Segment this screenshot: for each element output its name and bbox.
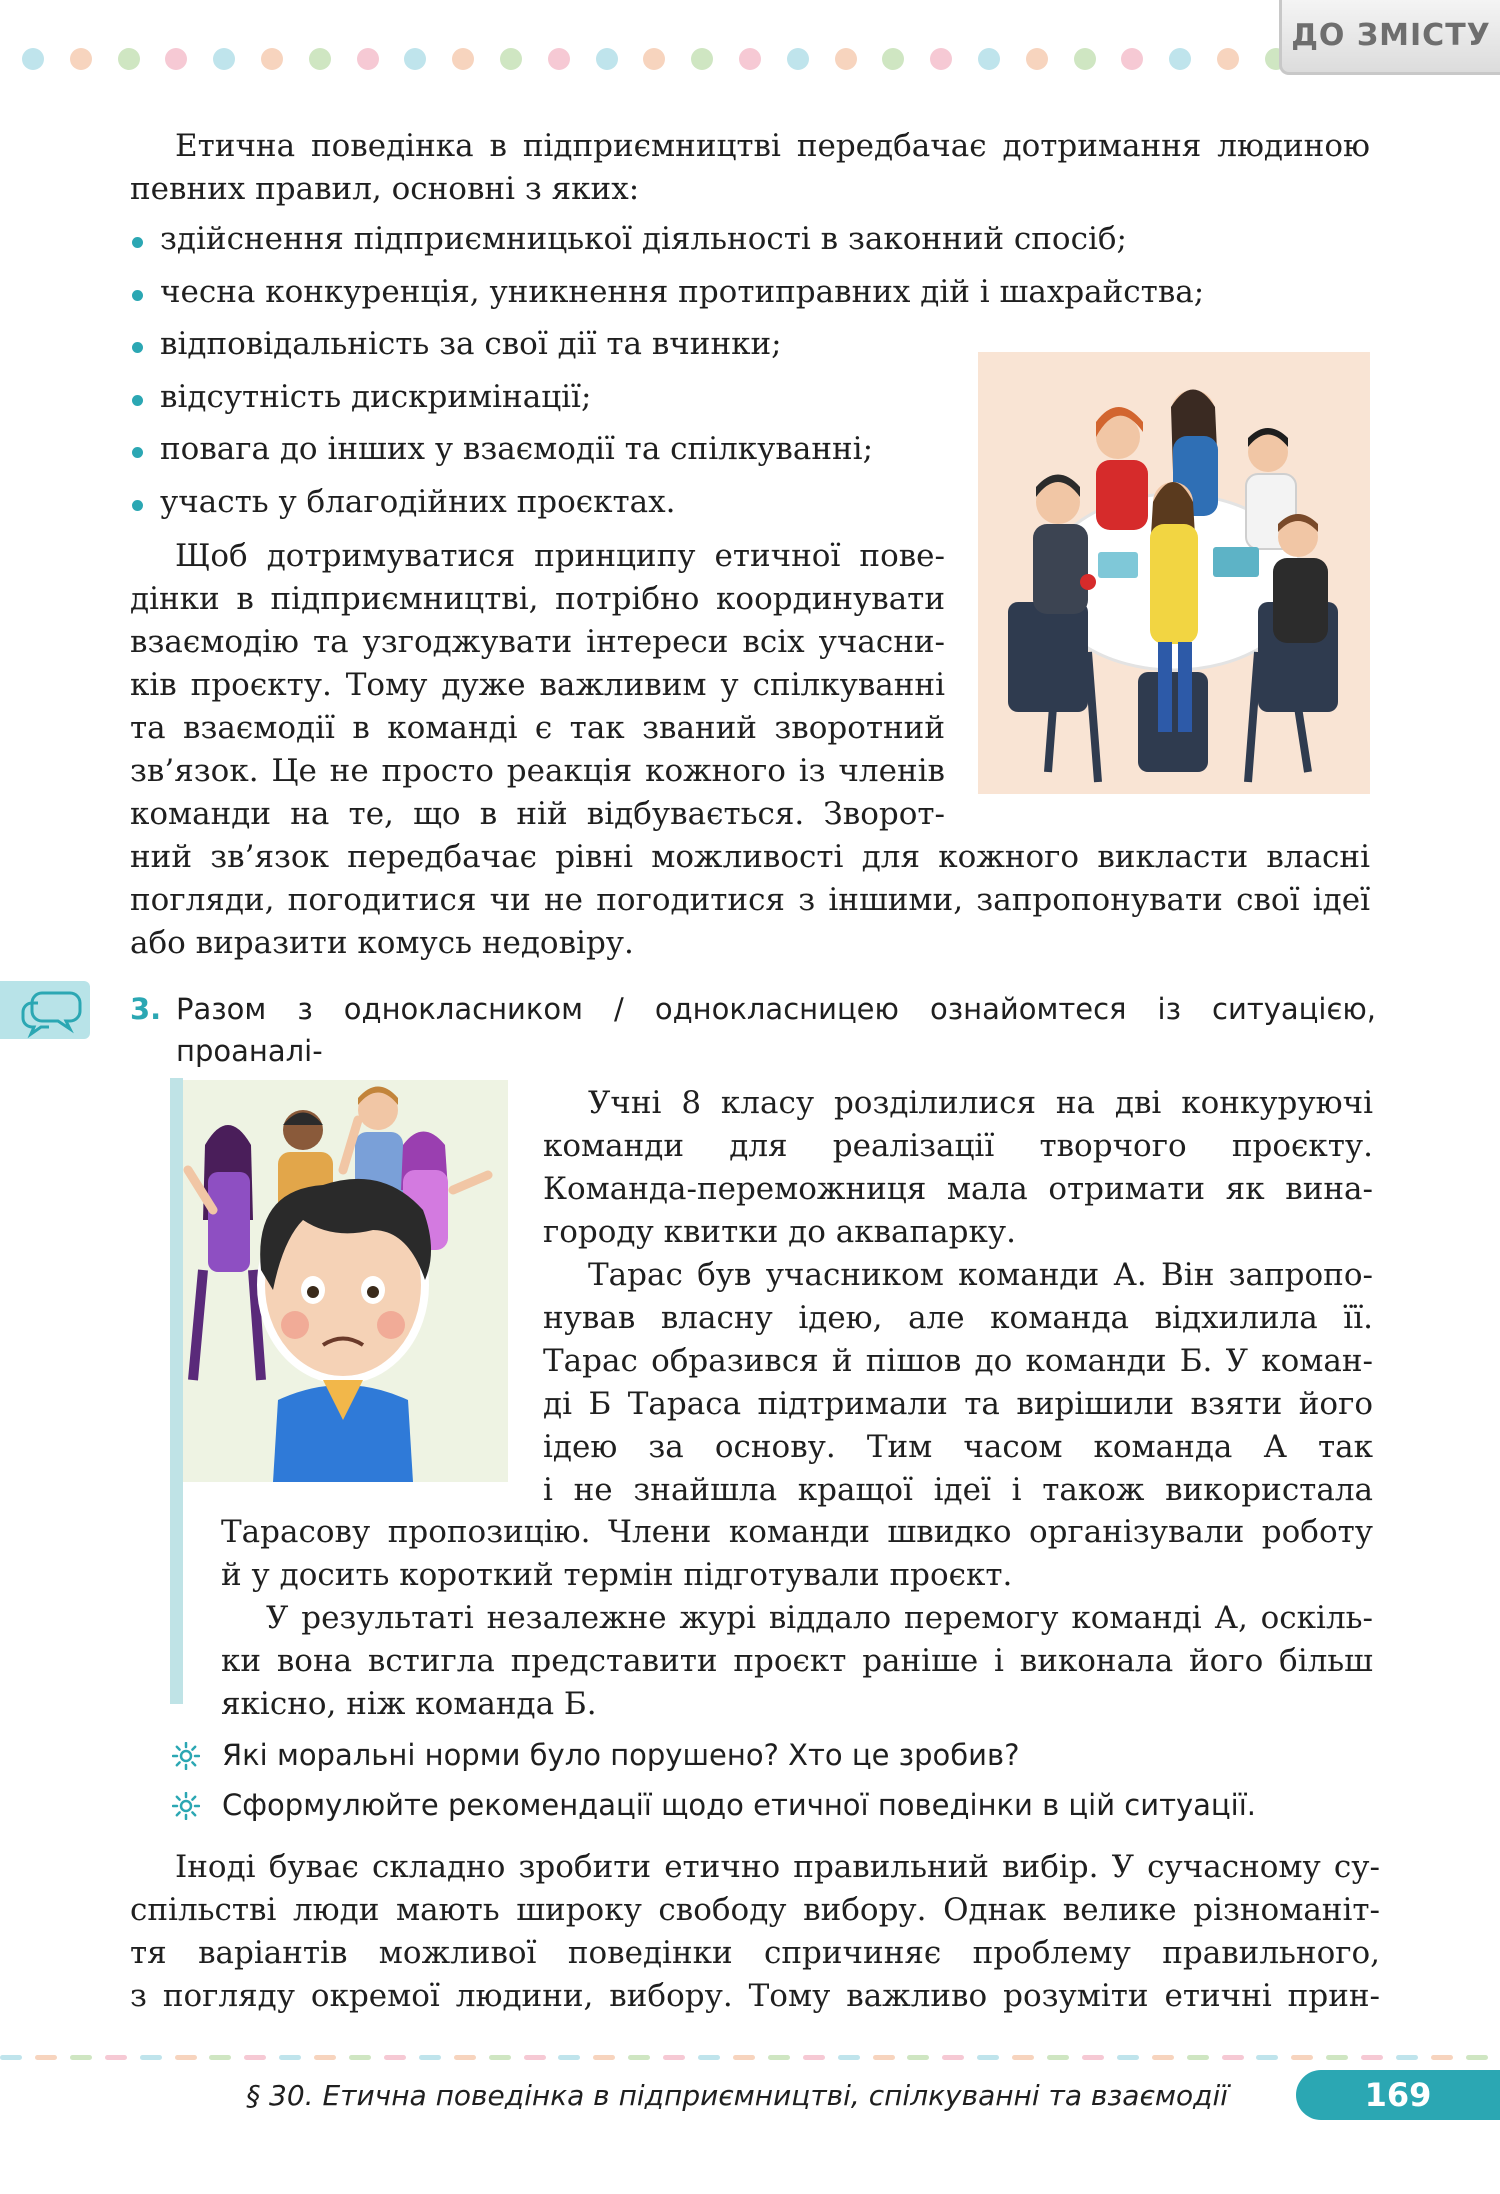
- decor-dash: [454, 2055, 476, 2060]
- decor-dash: [349, 2055, 371, 2060]
- task-line: Разом з однокласником / однокласницею ознайомтеся із ситуацією, проаналі-: [176, 992, 1376, 1068]
- decor-dot: [1074, 48, 1096, 70]
- decor-dash: [1082, 2055, 1104, 2060]
- paragraph-line: погляди, погодитися чи не погодитися з іншими, запропонувати свої ідеї: [130, 882, 1370, 918]
- decor-dash: [209, 2055, 231, 2060]
- decor-dash: [524, 2055, 546, 2060]
- story-text: [543, 1082, 1373, 1512]
- decor-dash: [0, 2055, 22, 2060]
- decor-dash: [244, 2055, 266, 2060]
- feedback-paragraph: [130, 535, 945, 836]
- decor-dash: [942, 2055, 964, 2060]
- list-item: відсутність дискримінації;: [160, 371, 1360, 424]
- paragraph-line: Щоб дотримуватися принципу етичної пове-: [175, 538, 945, 574]
- story-line: ки вона встигла представити проєкт раніше і виконала його більш: [221, 1643, 1373, 1679]
- paragraph-line: тя варіантів можливої поведінки спричиняє проблему правильного,: [130, 1935, 1380, 1971]
- decor-dot: [309, 48, 331, 70]
- decor-dot: [1169, 48, 1191, 70]
- decor-dot: [261, 48, 283, 70]
- decor-dash: [1466, 2055, 1488, 2060]
- decor-dot: [596, 48, 618, 70]
- paragraph-line: з погляду окремої людини, вибору. Тому важливо розуміти етичні прин-: [130, 1978, 1380, 2014]
- sun-icon: [172, 1792, 200, 1820]
- team-meeting-illustration: [978, 352, 1370, 794]
- decor-dash: [1012, 2055, 1034, 2060]
- decor-dash: [279, 2055, 301, 2060]
- decor-dash: [1222, 2055, 1244, 2060]
- sun-icon: [172, 1742, 200, 1770]
- decor-dash: [35, 2055, 57, 2060]
- page-number: 169: [1296, 2070, 1500, 2120]
- story-line: Команда-переможниця мала отримати як вина-: [543, 1171, 1373, 1207]
- decor-dot: [165, 48, 187, 70]
- decor-dash: [384, 2055, 406, 2060]
- decor-dot: [978, 48, 1000, 70]
- decor-dash: [1361, 2055, 1383, 2060]
- decor-dash: [1152, 2055, 1174, 2060]
- decor-dash: [838, 2055, 860, 2060]
- paragraph-line: спільстві люди мають широку свободу вибору. Однак велике різноманіт-: [130, 1892, 1380, 1928]
- header-dots: [22, 48, 1284, 72]
- decor-dash: [140, 2055, 162, 2060]
- intro-paragraph: [130, 125, 1370, 211]
- story-line: У результаті незалежне журі віддало перемогу команді А, оскіль-: [266, 1600, 1373, 1636]
- paragraph-line: дінки в підприємництві, потрібно координувати: [130, 581, 945, 617]
- decor-dash: [1396, 2055, 1418, 2060]
- decor-dash: [1431, 2055, 1453, 2060]
- decor-dot: [118, 48, 140, 70]
- footer-dashes: [0, 2055, 1500, 2061]
- decor-dot: [213, 48, 235, 70]
- decor-dash: [698, 2055, 720, 2060]
- decor-dot: [1121, 48, 1143, 70]
- decor-dot: [1217, 48, 1239, 70]
- story-text-continued: [221, 1511, 1373, 1726]
- paragraph-line: ний зв’язок передбачає рівні можливості для кожного викласти власні: [130, 839, 1370, 875]
- question-text: Сформулюйте рекомендації щодо етичної поведінки в цій ситуації.: [222, 1788, 1256, 1822]
- decor-dash: [175, 2055, 197, 2060]
- upset-boy-illustration: [183, 1080, 508, 1482]
- discussion-tab: [0, 981, 90, 1039]
- decor-dash: [663, 2055, 685, 2060]
- decor-dot: [404, 48, 426, 70]
- decor-dash: [558, 2055, 580, 2060]
- decor-dot: [930, 48, 952, 70]
- story-line: й у досить короткий термін підготували проєкт.: [221, 1557, 1013, 1593]
- decor-dash: [873, 2055, 895, 2060]
- decor-dot: [548, 48, 570, 70]
- story-accent-bar: [170, 1078, 183, 1704]
- story-line: і не знайшла кращої ідеї і також використала: [543, 1472, 1373, 1508]
- decor-dash: [105, 2055, 127, 2060]
- story-line: нував власну ідею, але команда відхилила її.: [543, 1300, 1373, 1336]
- decor-dash: [314, 2055, 336, 2060]
- story-line: Тарас образився й пішов до команди Б. У коман-: [543, 1343, 1373, 1379]
- story-line: якісно, ніж команда Б.: [221, 1686, 597, 1722]
- decor-dash: [768, 2055, 790, 2060]
- decor-dash: [1117, 2055, 1139, 2060]
- paragraph-line: взаємодію та узгоджувати інтереси всіх учасни-: [130, 624, 945, 660]
- decor-dash: [419, 2055, 441, 2060]
- story-line: ідею за основу. Тим часом команда А так: [543, 1429, 1373, 1465]
- decor-dot: [500, 48, 522, 70]
- intro-line: певних правил, основні з яких:: [130, 171, 640, 207]
- story-line: Учні 8 класу розділилися на дві конкуруючі: [588, 1085, 1373, 1121]
- story-line: команди для реалізації творчого проєкту.: [543, 1128, 1373, 1164]
- paragraph-line: зв’язок. Це не просто реакція кожного із членів: [130, 753, 945, 789]
- feedback-paragraph-continued: [130, 836, 1370, 965]
- decor-dash: [907, 2055, 929, 2060]
- decor-dash: [1047, 2055, 1069, 2060]
- decor-dot: [643, 48, 665, 70]
- decor-dash: [1187, 2055, 1209, 2060]
- paragraph-line: команди на те, що в ній відбувається. Зворот-: [130, 796, 945, 832]
- decor-dot: [357, 48, 379, 70]
- story-line: городу квитки до аквапарку.: [543, 1214, 1016, 1250]
- decor-dash: [593, 2055, 615, 2060]
- paragraph-line: ків проєкту. Тому дуже важливим у спілкуванні: [130, 667, 945, 703]
- decor-dash: [70, 2055, 92, 2060]
- decor-dash: [1256, 2055, 1278, 2060]
- story-line: Тарас був учасником команди А. Він запропо-: [588, 1257, 1373, 1293]
- final-paragraph: [130, 1846, 1380, 2018]
- decor-dot: [22, 48, 44, 70]
- decor-dot: [1026, 48, 1048, 70]
- decor-dash: [489, 2055, 511, 2060]
- table-of-contents-button[interactable]: ДО ЗМІСТУ: [1279, 0, 1500, 75]
- decor-dash: [628, 2055, 650, 2060]
- intro-line: Етична поведінка в підприємництві передбачає дотримання людиною: [175, 128, 1370, 164]
- story-line: Тарасову пропозицію. Члени команди швидко організували роботу: [221, 1514, 1373, 1550]
- decor-dot: [452, 48, 474, 70]
- decor-dot: [787, 48, 809, 70]
- paragraph-line: та взаємодії в команді є так званий зворотний: [130, 710, 945, 746]
- list-item: чесна конкуренція, уникнення протиправних дій і шахрайства;: [160, 266, 1360, 319]
- list-item: повага до інших у взаємодії та спілкуванні;: [160, 423, 1360, 476]
- decor-dash: [733, 2055, 755, 2060]
- decor-dot: [70, 48, 92, 70]
- speech-bubbles-icon: [0, 981, 90, 1039]
- question-text: Які моральні норми було порушено? Хто це зробив?: [222, 1738, 1020, 1772]
- decor-dot: [739, 48, 761, 70]
- list-item: здійснення підприємницької діяльності в законний спосіб;: [160, 213, 1360, 266]
- decor-dash: [977, 2055, 999, 2060]
- paragraph-line: або виразити комусь недовіру.: [130, 925, 634, 961]
- decor-dot: [835, 48, 857, 70]
- decor-dot: [691, 48, 713, 70]
- list-item: відповідальність за свої дії та вчинки;: [160, 318, 1360, 371]
- list-item: участь у благодійних проєктах.: [160, 476, 1360, 529]
- decor-dash: [803, 2055, 825, 2060]
- decor-dot: [882, 48, 904, 70]
- decor-dash: [1291, 2055, 1313, 2060]
- task-number: 3.: [130, 992, 162, 1026]
- footer-section-title: § 30. Етична поведінка в підприємництві, спілкуванні та взаємодії: [246, 2079, 1228, 2112]
- paragraph-line: Іноді буває складно зробити етично правильний вибір. У сучасному су-: [175, 1849, 1380, 1885]
- decor-dash: [1326, 2055, 1348, 2060]
- story-line: ді Б Тараса підтримали та вирішили взяти його: [543, 1386, 1373, 1422]
